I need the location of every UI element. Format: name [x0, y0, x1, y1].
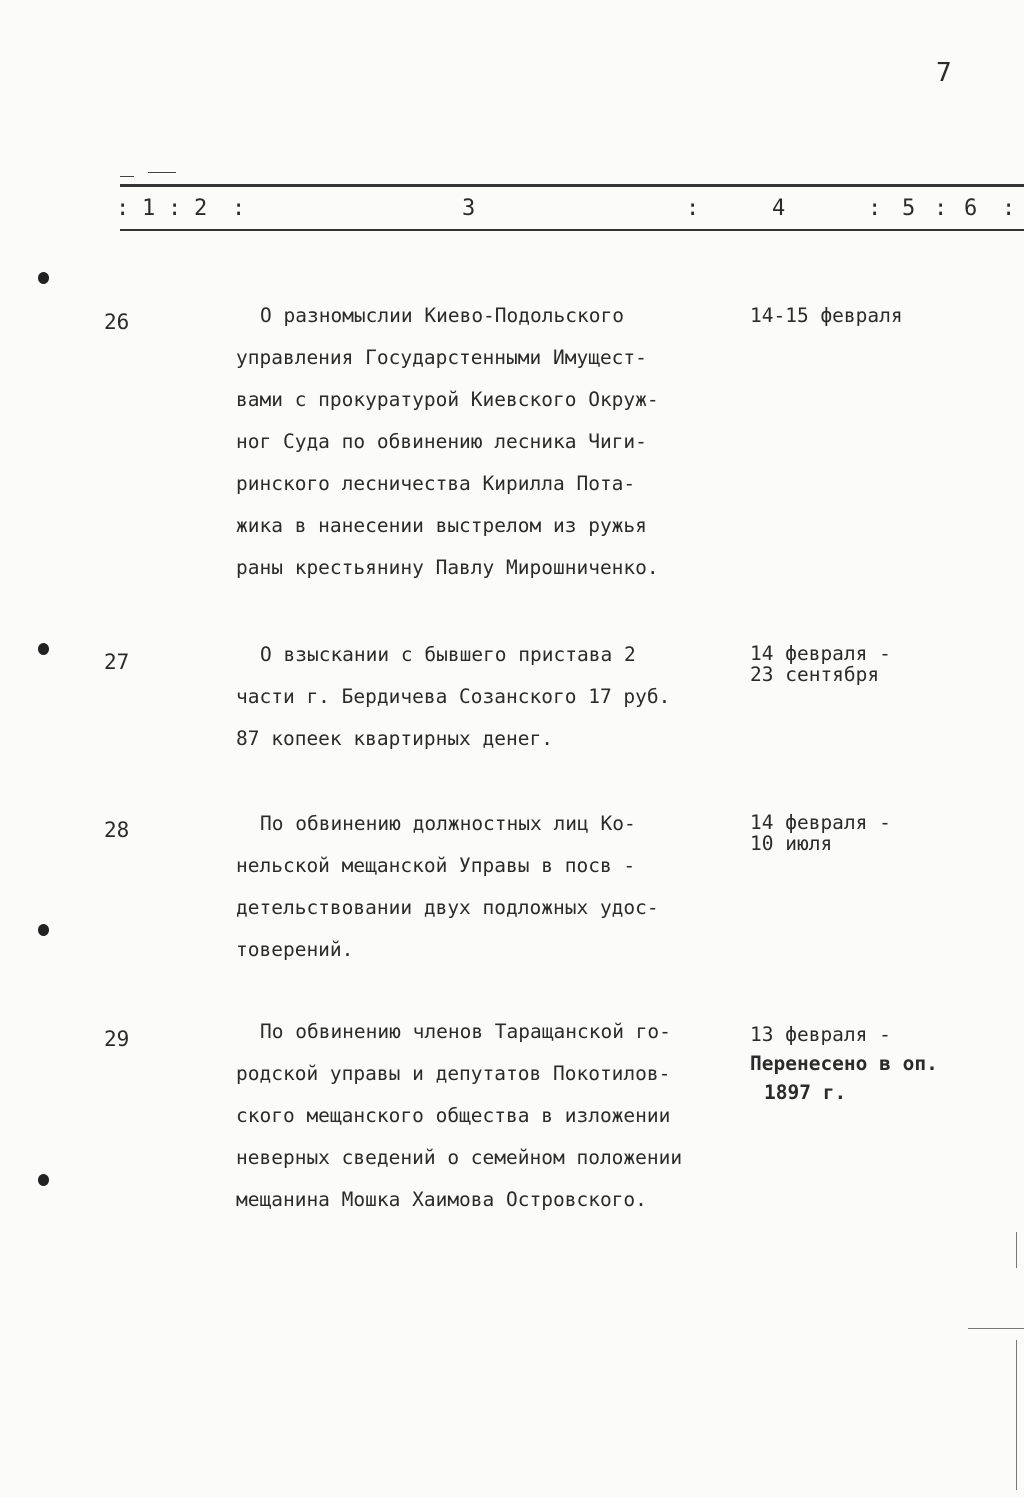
- entry-dates: [750, 812, 1020, 854]
- header-rule-bottom: [120, 229, 1024, 231]
- description-line: нельской мещанской Управы в посв -: [236, 854, 636, 877]
- description-line: По обвинению должностных лиц Ко-: [260, 812, 636, 835]
- date-line: 10 июля: [750, 832, 833, 855]
- column-header-2: 2: [194, 196, 208, 221]
- description-line: О взыскании с бывшего пристава 2: [260, 643, 636, 666]
- entry-description: [236, 1011, 736, 1221]
- header-rule-top: [120, 184, 1024, 187]
- date-line: Перенесено в оп.: [750, 1052, 938, 1075]
- column-header-5: 5: [902, 196, 916, 221]
- date-line: 23 сентября: [750, 663, 880, 686]
- page-number: 7: [936, 58, 952, 88]
- punch-hole: [38, 924, 49, 936]
- date-line: 14 февраля -: [750, 642, 891, 665]
- column-header-3: 3: [462, 196, 476, 221]
- entry-description: [236, 803, 736, 971]
- punch-hole: [38, 1174, 49, 1186]
- date-line: 14-15 февраля: [750, 304, 903, 327]
- punch-hole: [38, 643, 49, 655]
- column-header-4: 4: [772, 196, 786, 221]
- column-separator: :: [868, 196, 882, 221]
- column-separator: :: [232, 196, 246, 221]
- description-line: По обвинению членов Таращанской го-: [260, 1020, 671, 1043]
- column-header-row: [0, 196, 1024, 226]
- entry-number: 27: [104, 650, 130, 674]
- entry-dates: [750, 643, 1020, 685]
- column-separator: :: [168, 196, 182, 221]
- description-line: ног Суда по обвинению лесника Чиги-: [236, 430, 647, 453]
- entry-description: [236, 295, 736, 589]
- entry-dates: [750, 305, 1020, 326]
- column-separator: :: [686, 196, 700, 221]
- column-header-6: 6: [964, 196, 978, 221]
- rule-tick-mark: [148, 172, 176, 173]
- date-line: 14 февраля -: [750, 811, 891, 834]
- description-line: детельствовании двух подложных удос-: [236, 896, 659, 919]
- column-separator: :: [934, 196, 948, 221]
- entry-description: [236, 634, 736, 760]
- description-line: 87 копеек квартирных денег.: [236, 727, 553, 750]
- description-line: О разномыслии Киево-Подольского: [260, 304, 624, 327]
- description-line: родской управы и депутатов Покотилов-: [236, 1062, 671, 1085]
- date-line: 1897 г.: [764, 1081, 847, 1104]
- entry-number: 29: [104, 1027, 130, 1051]
- description-line: мещанина Мошка Хаимова Островского.: [236, 1188, 647, 1211]
- description-line: жика в нанесении выстрелом из ружья: [236, 514, 647, 537]
- entry-dates: [750, 1020, 1020, 1107]
- description-line: вами с прокуратурой Киевского Окруж-: [236, 388, 659, 411]
- column-header-1: 1: [142, 196, 156, 221]
- entry-number: 26: [104, 310, 130, 334]
- margin-mark: [1016, 1340, 1017, 1490]
- column-separator: :: [1002, 196, 1016, 221]
- margin-mark: [1016, 1232, 1017, 1268]
- margin-mark: [968, 1328, 1024, 1329]
- entry-number: 28: [104, 818, 130, 842]
- column-separator: :: [116, 196, 130, 221]
- description-line: товерений.: [236, 938, 354, 961]
- description-line: неверных сведений о семейном положении: [236, 1146, 683, 1169]
- description-line: ского мещанского общества в изложении: [236, 1104, 671, 1127]
- date-line: 13 февраля -: [750, 1023, 891, 1046]
- punch-hole: [38, 272, 49, 284]
- description-line: части г. Бердичева Созанского 17 руб.: [236, 685, 671, 708]
- description-line: управления Государстенными Имущест-: [236, 346, 647, 369]
- description-line: раны крестьянину Павлу Мирошниченко.: [236, 556, 659, 579]
- rule-tick-mark: [120, 176, 134, 177]
- description-line: ринского лесничества Кирилла Пота-: [236, 472, 636, 495]
